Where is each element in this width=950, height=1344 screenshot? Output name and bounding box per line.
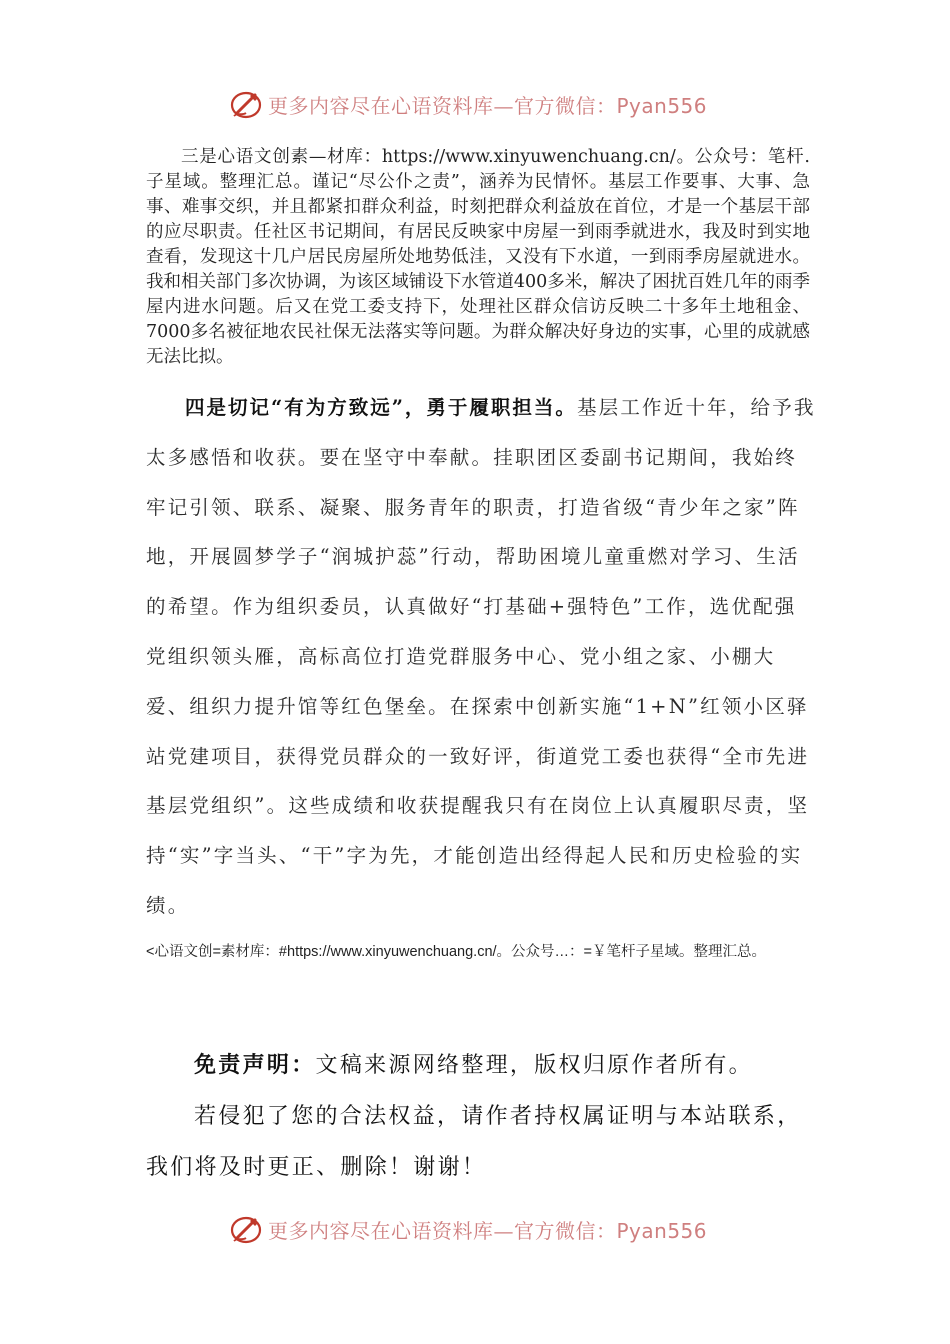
footer-banner-text: 更多内容尽在心语资料库—官方微信：Pyan556 xyxy=(268,1218,708,1243)
pen-logo-icon xyxy=(228,86,264,122)
footer-wechat-id: Pyan556 xyxy=(616,1218,708,1243)
disclaimer-line-1 xyxy=(146,1040,818,1091)
paragraph-three: 三是心语文创素—材库：https://www.xinyuwenchuang.cn/。公众号：笔杆.子星域。整理汇总。谨记“尽公仆之责”，涵养为民情怀。基层工作要事、大事、急事、难事交织，并且都紧扣群众利益，时刻把群众利益放在首位，才是一个基层干部的应尽职责。任社区书记期间，有居民反映家中房屋一到雨季就进水，我及时到实地查看，发现这十几户居民房屋所处地势低洼，又没有下水道，一到雨季房屋就进水。我和相关部门多次协调，为该区域铺设下水管道400多米，解决了困扰百姓几年的雨季屋内进水问题。后又在党工委支持下，处理社区群众信访反映二十多年土地租金、7000多名被征地农民社保无法落实等问题。为群众解决好身边的实事，心里的成就感无法比拟。 xyxy=(146,147,810,367)
paragraph-four-body: 基层工作近十年，给予我太多感悟和收获。要在坚守中奉献。挂职团区委副书记期间，我始终牢记引领、联系、凝聚、服务青年的职责，打造省级“青少年之家”阵地，开展圆梦学子“润城护蕊”行动，帮助困境儿童重燃对学习、生活的希望。作为组织委员，认真做好“打基础+强特色”工作，选优配强党组织领头雁，高标高位打造党群服务中心、党小组之家、小棚大爱、组织力提升馆等红色堡垒。在探索中创新实施“1+N”红领小区驿站党建项目，获得党员群众的一致好评，街道党工委也获得“全市先进基层党组织”。这些成绩和收获提醒我只有在岗位上认真履职尽责，坚持“实”字当头、“干”字为先，才能创造出经得起人民和历史检验的实绩。 xyxy=(146,396,816,917)
disclaimer-heading: 免责声明： xyxy=(194,1053,316,1078)
header-banner-text: 更多内容尽在心语资料库—官方微信：Pyan556 xyxy=(268,93,708,118)
paragraph-four-heading: 四是切记“有为方致远”，勇于履职担当。 xyxy=(185,396,577,419)
paragraph-four xyxy=(146,383,818,931)
disclaimer-line-2: 若侵犯了您的合法权益，请作者持权属证明与本站联系，我们将及时更正、删除！谢谢！ xyxy=(146,1104,802,1180)
header-wechat-id: Pyan556 xyxy=(616,93,708,118)
disclaimer-block xyxy=(146,1040,818,1193)
pen-logo-icon xyxy=(228,1211,264,1247)
header-banner xyxy=(228,84,748,124)
footer-banner xyxy=(228,1209,748,1249)
source-footnote: <心语文创=素材库：#https://www.xinyuwenchuang.cn/。公众号…：=￥笔杆子星域。整理汇总。 xyxy=(146,944,767,960)
disclaimer-text-1: 文稿来源网络整理，版权归原作者所有。 xyxy=(315,1053,753,1078)
